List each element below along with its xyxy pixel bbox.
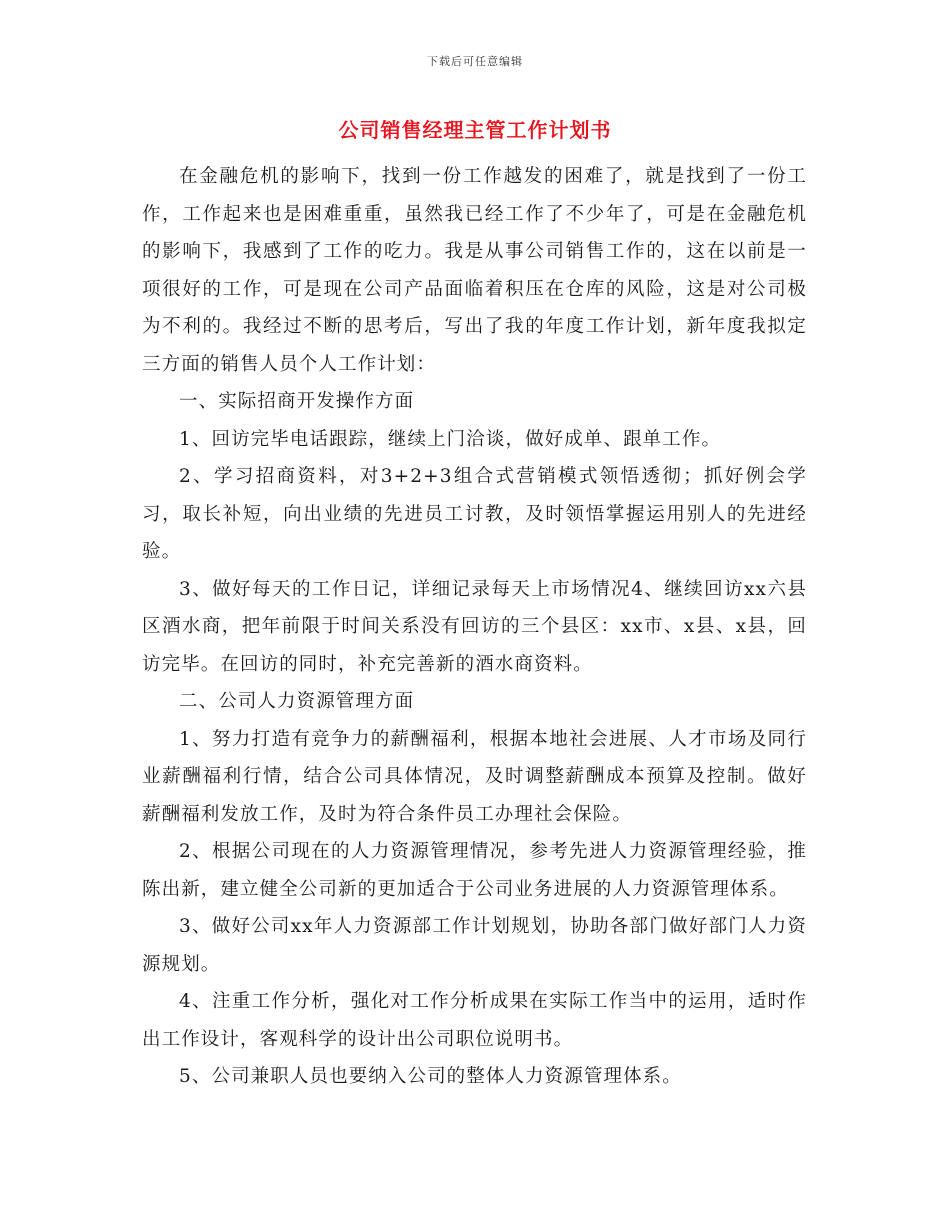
- section-heading-1: 一、实际招商开发操作方面: [179, 391, 415, 412]
- paragraph-intro: 在金融危机的影响下，找到一份工作越发的困难了，就是找到了一份工作，工作起来也是困难重重，虽然我已经工作了不少年了，可是在金融危机的影响下，我感到了工作的吃力。我是从事公司销售工作的，这在以前是一项很好的工作，可是现在公司产品面临着积压在仓库的风险，这是对公司极为不利的。我经过不断的思考后，写出了我的年度工作计划，新年度我拟定三方面的销售人员个人工作计划：: [142, 166, 807, 375]
- paragraph-1-3: 3、做好每天的工作日记，详细记录每天上市场情况4、继续回访xx六县区酒水商，把年前限于时间关系没有回访的三个县区：xx市、x县、x县，回访完毕。在回访的同时，补充完善新的酒水商资料。: [142, 578, 807, 675]
- paragraph-1-1: 1、回访完毕电话跟踪，继续上门洽谈，做好成单、跟单工作。: [179, 428, 722, 450]
- paragraph-2-4: 4、注重工作分析，强化对工作分析成果在实际工作当中的运用，适时作出工作设计，客观科学的设计出公司职位说明书。: [142, 991, 807, 1050]
- paragraph-2-5: 5、公司兼职人员也要纳入公司的整体人力资源管理体系。: [179, 1066, 682, 1087]
- paragraph-1-2: 2、学习招商资料，对3+2+3组合式营销模式领悟透彻；抓好例会学习，取长补短，向出业绩的先进员工讨教，及时领悟掌握运用别人的先进经验。: [142, 466, 807, 562]
- paragraph-2-3: 3、做好公司xx年人力资源部工作计划规划，协助各部门做好部门人力资源规划。: [142, 916, 807, 975]
- document-title: 公司销售经理主管工作计划书: [338, 118, 612, 142]
- document-body: [142, 158, 807, 1096]
- paragraph-2-1: 1、努力打造有竞争力的薪酬福利，根据本地社会进展、人才市场及同行业薪酬福利行情，结合公司具体情况，及时调整薪酬成本预算及控制。做好薪酬福利发放工作，及时为符合条件员工办理社会保险。: [142, 728, 807, 825]
- header-note: 下载后可任意编辑: [427, 55, 523, 68]
- section-heading-2: 二、公司人力资源管理方面: [179, 691, 415, 712]
- paragraph-2-2: 2、根据公司现在的人力资源管理情况，参考先进人力资源管理经验，推陈出新，建立健全公司新的更加适合于公司业务进展的人力资源管理体系。: [142, 841, 807, 900]
